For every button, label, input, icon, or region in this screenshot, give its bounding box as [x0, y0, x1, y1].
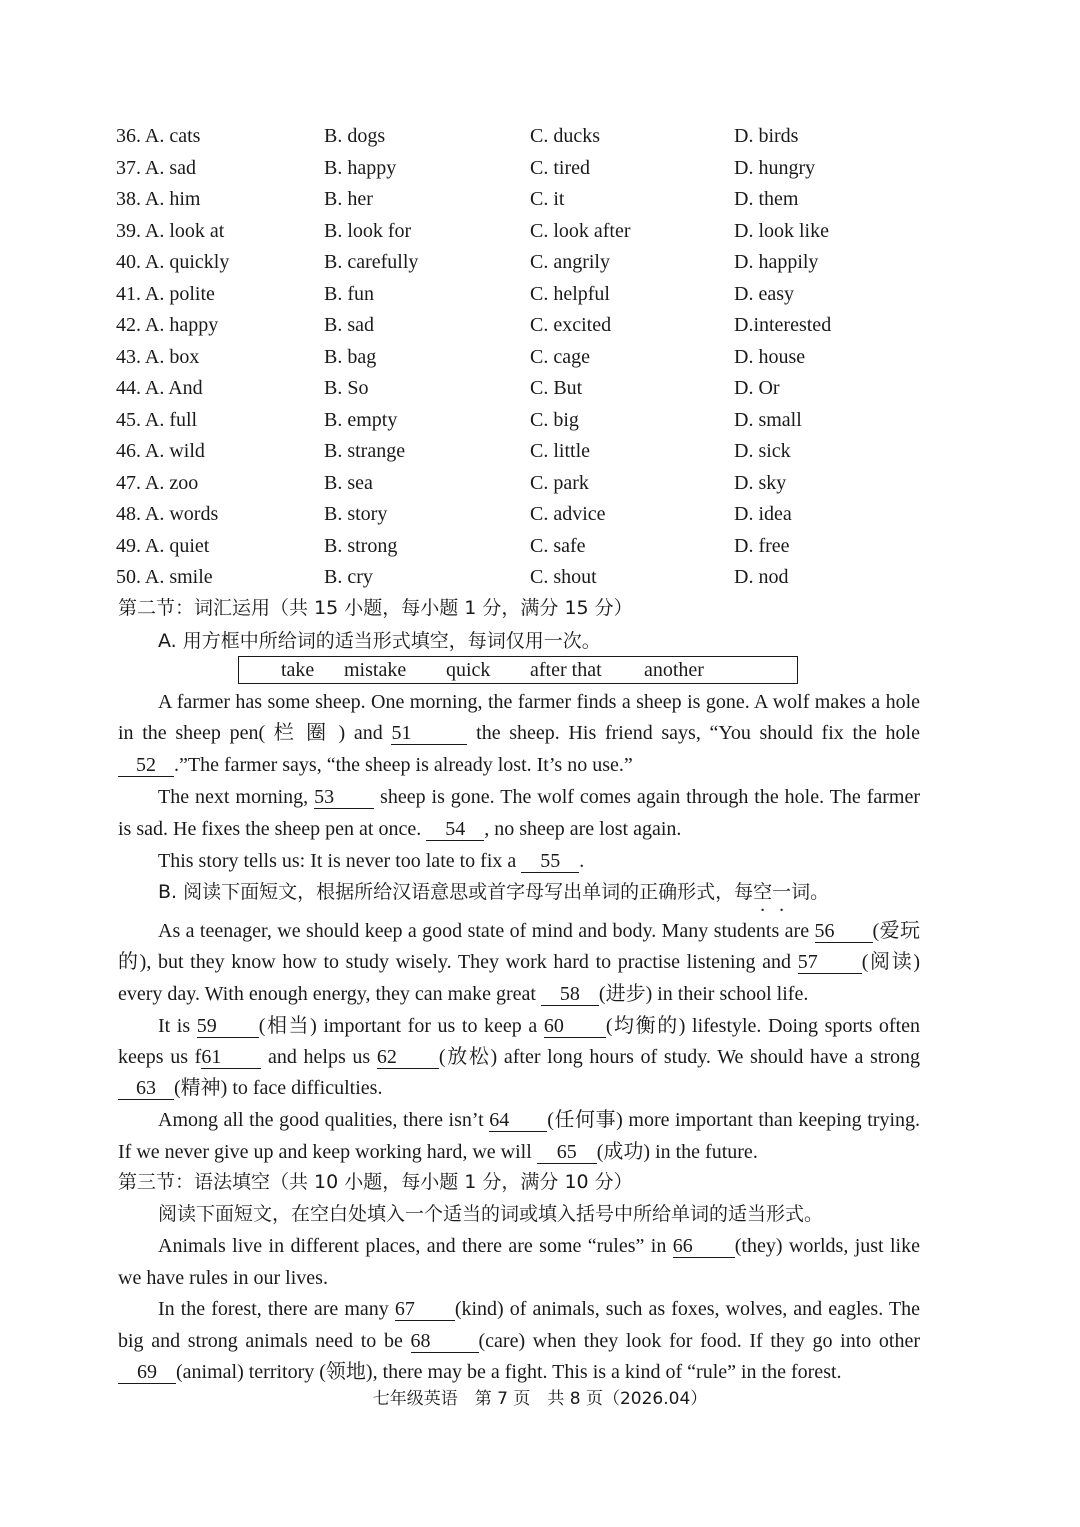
blank-62[interactable]: 62 [377, 1046, 439, 1069]
blank-57[interactable]: 57 [798, 951, 862, 974]
partB-line: As a teenager, we should keep a good state of mind and body. Many students are 56 (爱玩 [158, 920, 921, 942]
option-c[interactable]: C. excited [530, 314, 612, 336]
option-b[interactable]: B. happy [324, 156, 397, 179]
option-a[interactable]: 48. A. words [116, 503, 219, 525]
option-c[interactable]: C. angrily [530, 251, 610, 273]
option-c[interactable]: C. But [530, 377, 583, 399]
partB-line: 63 (精神) to face difficulties. [118, 1074, 920, 1102]
word-box-item: take [281, 659, 315, 681]
option-a[interactable]: 43. A. box [116, 345, 200, 368]
option-b[interactable]: B. bag [324, 345, 377, 368]
option-a[interactable]: 44. A. And [116, 377, 203, 399]
partB-line: If we never give up and keep working hard, we will 65 (成功) in the future. [118, 1141, 758, 1163]
option-d[interactable]: D. free [734, 534, 790, 557]
section3-heading: 第三节：语法填空（共 10 小题，每小题 1 分，满分 10 分） [118, 1171, 633, 1193]
section3-instruction: 阅读下面短文，在空白处填入一个适当的词或填入括号中所给单词的适当形式。 [158, 1203, 824, 1225]
partA-line: in the sheep pen( 栏 圈 ) and 51 the sheep. His friend says, “You should fix the hole [118, 722, 920, 744]
option-a[interactable]: 41. A. polite [116, 282, 215, 305]
blank-54[interactable]: 54 [426, 818, 484, 841]
option-a[interactable]: 45. A. full [116, 408, 198, 431]
option-b[interactable]: B. strong [324, 534, 398, 557]
option-a[interactable]: 50. A. smile [116, 566, 213, 588]
partB-line: every day. With enough energy, they can make great 58 (进步) in their school life. [118, 983, 809, 1005]
option-d[interactable]: D. happily [734, 251, 819, 273]
option-b[interactable]: B. So [324, 377, 369, 399]
section3-line: In the forest, there are many 67 (kind) of animals, such as foxes, wolves, and eagles. The [158, 1298, 921, 1320]
option-a[interactable]: 38. A. him [116, 188, 201, 210]
option-b[interactable]: B. her [324, 188, 373, 210]
blank-58[interactable]: 58 [541, 983, 599, 1006]
option-c[interactable]: C. look after [530, 219, 631, 242]
partA-line: is sad. He fixes the sheep pen at once. 54 , no sheep are lost again. [118, 818, 682, 840]
option-d[interactable]: D. nod [734, 566, 789, 588]
blank-61[interactable]: 61 [201, 1046, 261, 1069]
option-c[interactable]: C. safe [530, 534, 586, 557]
blank-65[interactable]: 65 [537, 1141, 597, 1164]
option-d[interactable]: D. look like [734, 219, 829, 242]
option-b[interactable]: B. strange [324, 440, 406, 462]
blank-63[interactable]: 63 [118, 1077, 174, 1100]
option-c[interactable]: C. cage [530, 345, 590, 368]
option-b[interactable]: B. sea [324, 471, 373, 494]
page-footer: 七年级英语 第 7 页 共 8 页（2026.04） [372, 1389, 708, 1409]
word-box [238, 656, 798, 684]
option-d[interactable]: D. sick [734, 440, 791, 462]
blank-51[interactable]: 51 [391, 722, 467, 745]
option-c[interactable]: C. park [530, 471, 589, 494]
blank-60[interactable]: 60 [544, 1015, 606, 1038]
option-c[interactable]: C. big [530, 408, 579, 431]
partB-line: keeps us f61 and helps us 62 (放松) after long hours of study. We should have a strong [118, 1046, 920, 1068]
option-c[interactable]: C. helpful [530, 282, 610, 305]
option-b[interactable]: B. story [324, 503, 388, 525]
option-d[interactable]: D. house [734, 345, 806, 368]
option-d[interactable]: D. sky [734, 471, 787, 494]
option-d[interactable]: D. idea [734, 503, 792, 525]
blank-59[interactable]: 59 [197, 1015, 259, 1038]
section2-heading: 第二节：词汇运用（共 15 小题，每小题 1 分，满分 15 分） [118, 597, 633, 619]
option-c[interactable]: C. advice [530, 503, 606, 525]
option-b[interactable]: B. cry [324, 566, 373, 588]
option-d[interactable]: D. hungry [734, 156, 816, 179]
option-c[interactable]: C. tired [530, 156, 590, 179]
partB-line: 的), but they know how to study wisely. They work hard to practise listening and 57 (阅读) [118, 951, 921, 973]
option-c[interactable]: C. little [530, 440, 590, 462]
option-a[interactable]: 40. A. quickly [116, 251, 230, 273]
option-d[interactable]: D. Or [734, 377, 780, 399]
section3-line: we have rules in our lives. [118, 1267, 328, 1289]
partA-line: This story tells us: It is never too late to fix a 55 . [158, 850, 585, 872]
blank-53[interactable]: 53 [314, 786, 374, 809]
option-b[interactable]: B. look for [324, 219, 412, 242]
option-b[interactable]: B. fun [324, 282, 374, 305]
partB-instruction: B. 阅读下面短文，根据所给汉语意思或首字母写出单词的正确形式，每空一词。 [158, 881, 830, 903]
option-a[interactable]: 47. A. zoo [116, 471, 199, 494]
option-b[interactable]: B. dogs [324, 125, 386, 147]
option-d[interactable]: D. birds [734, 125, 799, 147]
blank-67[interactable]: 67 [395, 1298, 455, 1321]
section3-line: 69 (animal) territory (领地), there may be a fight. This is a kind of “rule” in the forest. [118, 1358, 920, 1386]
section3-line: Animals live in different places, and there are some “rules” in 66 (they) worlds, just like [158, 1235, 920, 1257]
option-b[interactable]: B. sad [324, 314, 374, 336]
word-box-item: after that [530, 659, 602, 681]
option-a[interactable]: 37. A. sad [116, 156, 196, 179]
blank-68[interactable]: 68 [411, 1330, 479, 1353]
option-b[interactable]: B. empty [324, 408, 398, 431]
option-a[interactable]: 39. A. look at [116, 219, 225, 242]
option-c[interactable]: C. shout [530, 566, 597, 588]
blank-55[interactable]: 55 [521, 850, 579, 873]
word-box-item: another [644, 659, 704, 681]
blank-66[interactable]: 66 [673, 1235, 735, 1258]
option-d[interactable]: D. easy [734, 282, 794, 305]
partA-instruction: A. 用方框中所给词的适当形式填空，每词仅用一次。 [158, 630, 601, 652]
partA-line: A farmer has some sheep. One morning, the farmer finds a sheep is gone. A wolf makes a hole [158, 691, 920, 713]
option-a[interactable]: 46. A. wild [116, 440, 205, 462]
partA-line: 52 .”The farmer says, “the sheep is already lost. It’s no use.” [118, 751, 920, 779]
partB-line: Among all the good qualities, there isn’t 64 (任何事) more important than keeping trying. [158, 1109, 921, 1131]
blank-52[interactable]: 52 [118, 754, 174, 777]
option-a[interactable]: 42. A. happy [116, 314, 219, 336]
option-b[interactable]: B. carefully [324, 251, 419, 273]
option-c[interactable]: C. it [530, 188, 565, 210]
blank-56[interactable]: 56 [815, 920, 873, 943]
option-a[interactable]: 36. A. cats [116, 125, 201, 147]
word-box-item: mistake [344, 659, 407, 681]
option-d[interactable]: D. small [734, 408, 802, 431]
option-d[interactable]: D.interested [734, 314, 832, 336]
blank-64[interactable]: 64 [489, 1109, 547, 1132]
section3-line: big and strong animals need to be 68 (care) when they look for food. If they go into other [118, 1330, 921, 1352]
blank-69[interactable]: 69 [118, 1361, 176, 1384]
option-a[interactable]: 49. A. quiet [116, 534, 210, 557]
partB-line: It is 59 (相当) important for us to keep a 60 (均衡的) lifestyle. Doing sports often [158, 1015, 921, 1037]
option-d[interactable]: D. them [734, 188, 799, 210]
word-box-item: quick [446, 659, 491, 681]
option-c[interactable]: C. ducks [530, 125, 600, 147]
partA-line: The next morning, 53 sheep is gone. The wolf comes again through the hole. The farmer [158, 786, 920, 808]
